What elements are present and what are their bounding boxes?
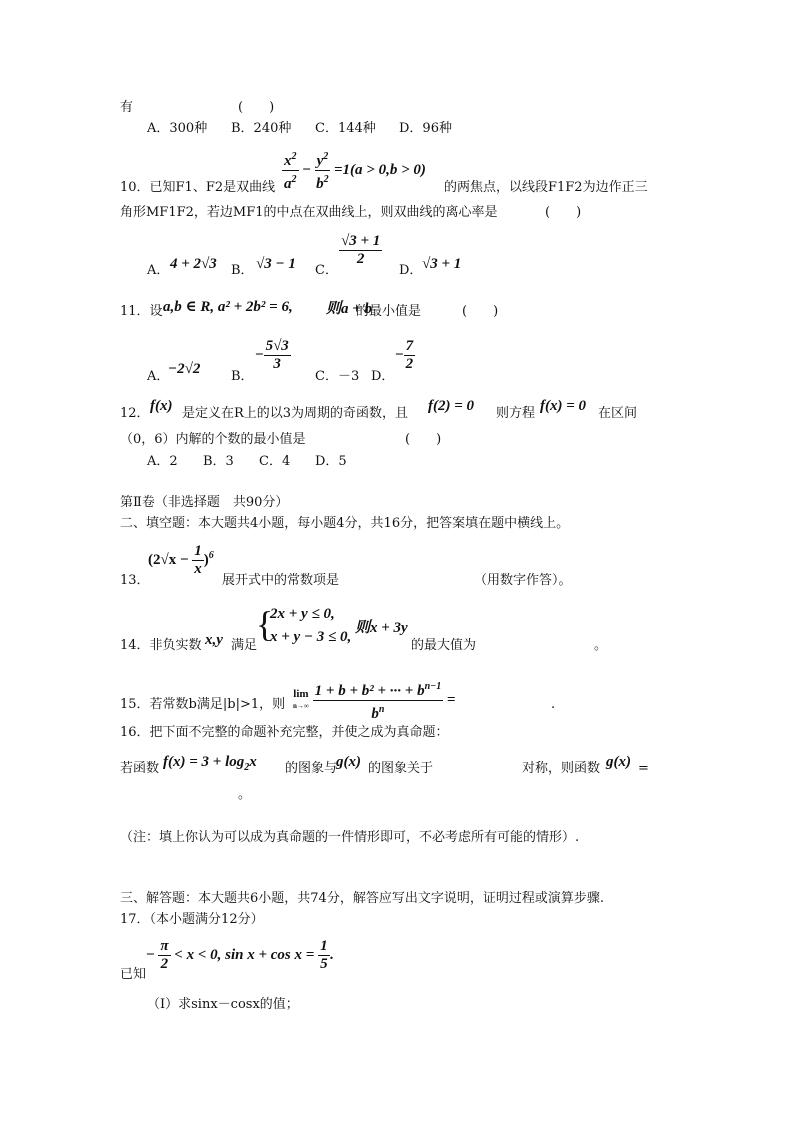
q15-limit: lim n→∞ $\frac{1 + b + b^2 + \cdot\cdot\cdot + b^{n-1}}{b^n}$ = <box>293 678 456 723</box>
q16-note: （注：填上你认为可以成为真命题的一件情形即可，不必考虑所有可能的情形）. <box>120 830 580 845</box>
q12-text3: 在区间 <box>598 406 638 421</box>
q14-vars: x,y <box>205 632 223 648</box>
q16-text2: 的图象与 <box>285 761 338 776</box>
q10-option-c: $\frac{√3 + 1}{2}$ <box>341 233 381 267</box>
q16-text3: 的图象关于 <box>368 761 434 776</box>
q14-end: 。 <box>594 638 608 653</box>
q14-text3: 的最大值为 <box>411 638 477 653</box>
q10-label-b: B． <box>231 263 254 278</box>
section2-title: 第Ⅱ卷（非选择题 共90分） <box>120 495 289 510</box>
q11-answer-paren: ( ) <box>462 304 499 319</box>
q16-end: 。 <box>238 787 252 802</box>
q17-condition: − $\frac{\pi}{2}$ < x < 0, sin x + cos x = $\frac{1}{5}$ . <box>146 938 334 972</box>
q11-label-b: B． <box>231 369 254 384</box>
q14-brace: { <box>256 604 274 644</box>
q13-prefix: 13． <box>120 573 150 588</box>
q12-f2-zero: f(2) = 0 <box>428 398 475 414</box>
q12-text1: 是定义在R上的以3为周期的奇函数，且 <box>182 406 409 421</box>
q16-line1: 16．把下面不完整的命题补充完整，并使之成为真命题： <box>120 725 449 740</box>
q12-option-a: A．2 <box>147 454 178 469</box>
q17-prefix: 已知 <box>120 967 147 982</box>
q11-target: 则a + b <box>326 301 373 317</box>
q10-answer-paren: ( ) <box>545 205 582 220</box>
q12-option-d: D．5 <box>315 454 347 469</box>
q13-note: （用数字作答）。 <box>474 573 572 588</box>
q12-fx: f(x) <box>150 398 173 414</box>
q11-prefix: 11．设 <box>120 304 163 319</box>
q10-line2: 角形MF1F2，若边MF1的中点在双曲线上，则双曲线的离心率是 <box>120 205 498 220</box>
q11-label-d: D． <box>371 369 395 384</box>
q10-label-c: C． <box>315 263 338 278</box>
q10-hyperbola-equation: $\frac{x^2}{a^2}$ − $\frac{y^2}{b^2}$ =1(a > 0,b > 0) <box>282 148 426 193</box>
q11-option-a: −2√2 <box>168 361 201 377</box>
q10-option-a: 4 + 2√3 <box>170 256 217 272</box>
q10-label-a: A． <box>147 263 170 278</box>
q14-constraint-1: 2x + y ≤ 0, <box>270 606 335 622</box>
q9-answer-paren: ( ) <box>238 100 275 115</box>
q13-text: 展开式中的常数项是 <box>222 573 340 588</box>
section3-heading: 三、解答题：本大题共6小题，共74分，解答应写出文字说明，证明过程或演算步骤. <box>120 891 604 906</box>
q11-condition: a,b ∈ R, a² + 2b² = 6, <box>163 299 293 315</box>
q17-part1: （I）求sinx－cosx的值； <box>147 997 299 1012</box>
q17-title: 17．（本小题满分12分） <box>120 912 264 927</box>
q14-constraint-2: x + y − 3 ≤ 0, <box>270 629 352 645</box>
q14-text1: 满足 <box>231 638 258 653</box>
q9-option-a: A．300种 <box>147 121 208 136</box>
q12-option-b: B．3 <box>203 454 234 469</box>
q16-function-f: $f(x) = 3 + \log_2x$ <box>163 754 257 773</box>
q12-option-c: C．4 <box>259 454 291 469</box>
q15-end: . <box>551 697 556 712</box>
q9-option-b: B．240种 <box>231 121 292 136</box>
q14-objective: 则x + 3y <box>355 620 408 636</box>
q10-option-b: √3 − 1 <box>256 256 296 272</box>
q16-function-g-answer: g(x) <box>606 754 631 770</box>
q11-suffix: 的最小值是 <box>356 304 422 319</box>
q10-label-d: D． <box>399 263 423 278</box>
q16-function-g: g(x) <box>336 754 361 770</box>
q12-text2: 则方程 <box>496 406 536 421</box>
q12-prefix: 12． <box>120 406 150 421</box>
q16-text4: 对称，则函数 <box>522 761 601 776</box>
q9-tail-text: 有 <box>120 100 134 115</box>
q12-answer-paren: ( ) <box>405 432 442 447</box>
q10-option-d: √3 + 1 <box>422 256 462 272</box>
q10-suffix: 的两焦点，以线段F1F2为边作正三 <box>444 180 648 195</box>
q16-equals: = <box>638 761 649 776</box>
q13-expression: (2√x − $\frac{1}{x}$ )$^6$ <box>148 543 214 577</box>
q9-option-c: C．144种 <box>315 121 376 136</box>
q16-text1: 若函数 <box>120 761 160 776</box>
q15-prefix: 15．若常数b满足|b|>1，则 <box>120 697 286 712</box>
section2-heading: 二、填空题：本大题共4小题，每小题4分，共16分，把答案填在题中横线上。 <box>120 516 570 531</box>
q12-equation: f(x) = 0 <box>540 398 587 414</box>
q11-option-d: − $\frac{7}{2}$ <box>395 338 414 372</box>
q11-label-a: A． <box>147 369 170 384</box>
q10-prefix: 10．已知F1、F2是双曲线 <box>120 180 276 195</box>
q11-option-b: − $\frac{5√3}{3}$ <box>255 338 289 372</box>
q11-option-c: C．－3 <box>315 369 360 384</box>
q9-option-d: D．96种 <box>399 121 452 136</box>
q12-line2: （0，6）内解的个数的最小值是 <box>120 432 306 447</box>
q14-prefix: 14．非负实数 <box>120 638 202 653</box>
